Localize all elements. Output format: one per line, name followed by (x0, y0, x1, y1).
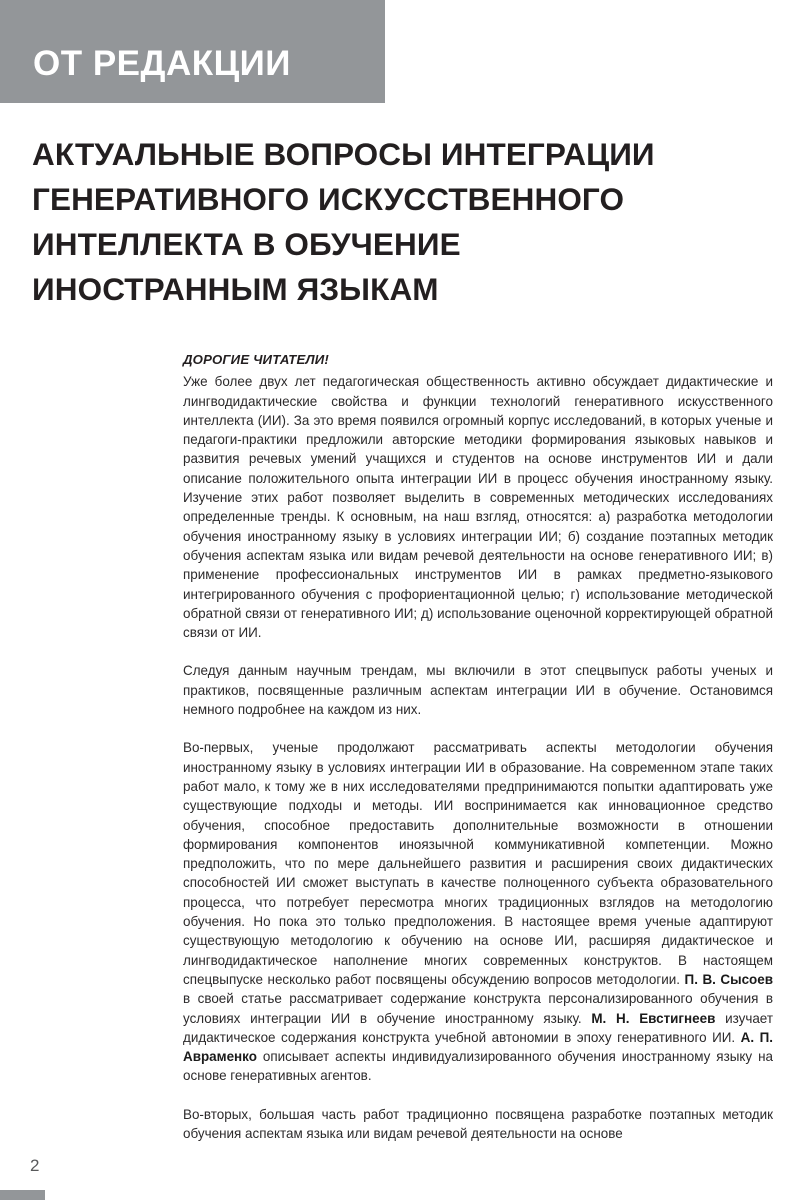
author-name-evstigneev: М. Н. Евстигнеев (591, 1010, 716, 1026)
rubric-banner (0, 0, 385, 103)
page-number: 2 (30, 1156, 40, 1175)
title-line-3: ИНТЕЛЛЕКТА В ОБУЧЕНИЕ (32, 226, 461, 262)
body-paragraph-1: Уже более двух лет педагогическая общественность активно обсуждает дидактические и лингводидактические свойства и функции технологий генеративного искусственного интеллекта (ИИ). За это время появился огромный корпус исследований, в которых ученые и педагоги-практики предложили авторские методики формирования языковых навыков и развития речевых умений учащихся и студентов на основе инструментов ИИ и дали описание положительного опыта интеграции ИИ в процесс обучения иностранному языку. Изучение этих работ позволяет выделить в современных методических исследованиях определенные тренды. К основным, на наш взгляд, относятся: а) разработка методологии обучения иностранному языку в условиях интеграции ИИ; б) создание поэтапных методик обучения аспектам языка или видам речевой деятельности на основе генеративного ИИ; в) применение профессиональных инструментов ИИ в рамках предметно-языкового интегрированного обучения с профориентационной целью; г) использование методической обратной связи от генеративного ИИ; д) использование оценочной корректирующей обратной связи от ИИ. (183, 374, 773, 641)
body-paragraph-4: Во-вторых, большая часть работ традиционно посвящена разработке поэтапных методик обучения аспектам языка или видам речевой деятельности на основе (183, 1106, 773, 1141)
footer-marker-bar (0, 1190, 45, 1200)
paragraph-3-segment-2: в своей статье рассматривает содержание конструкта персонализированного обучения в условиях интеграции ИИ в обучение иностранному языку. (183, 991, 773, 1026)
title-line-1: АКТУАЛЬНЫЕ ВОПРОСЫ ИНТЕГРАЦИИ (32, 136, 655, 172)
page-title (32, 132, 762, 312)
paragraph-3-segment-4: описывает аспекты индивидуализированного обучения иностранному языку на основе генеративных агентов. (183, 1049, 773, 1084)
author-name-avramenko: А. П. Авраменко (183, 1029, 773, 1065)
author-name-sysoev: П. В. Сысоев (684, 971, 773, 987)
title-line-4: ИНОСТРАННЫМ ЯЗЫКАМ (32, 271, 439, 307)
paragraph-3-segment-3: изучает дидактическое содержания конструкта учебной автономии в эпоху генеративного ИИ. (183, 1010, 773, 1045)
salutation: ДОРОГИЕ ЧИТАТЕЛИ! (183, 352, 329, 367)
title-line-2: ГЕНЕРАТИВНОГО ИСКУССТВЕННОГО (32, 181, 625, 217)
body-paragraph-2: Следуя данным научным трендам, мы включили в этот спецвыпуск работы ученых и практиков, посвященные различным аспектам интеграции ИИ в обучение. Остановимся немного подробнее на каждом из них. (183, 663, 773, 718)
article-body (183, 350, 773, 1143)
body-paragraph-3 (183, 738, 773, 1085)
rubric-label: ОТ РЕДАКЦИИ (33, 44, 291, 83)
paragraph-3-segment-1: Во-первых, ученые продолжают рассматривать аспекты методологии обучения иностранному языку в условиях интеграции ИИ в образование. На современном этапе таких работ мало, к тому же в них исследователями предпринимаются попытки адаптировать уже существующие подходы и методы. ИИ воспринимается как инновационное средство обучения, способное предоставить дополнительные возможности в отношении формирования компонентов иноязычной коммуникативной компетенции. Можно предположить, что по мере дальнейшего развития и расширения своих дидактических способностей ИИ сможет выступать в качестве полноценного субъекта образовательного процесса, что потребует пересмотра многих традиционных взглядов на методологию обучения. Но пока это только предположения. В настоящее время ученые адаптируют существующую методологию к обучению на основе ИИ, расширяя дидактическое и лингводидактическое наполнение многих современных конструктов. В настоящем спецвыпуске несколько работ посвящены обсуждению вопросов методологии. (183, 740, 773, 987)
